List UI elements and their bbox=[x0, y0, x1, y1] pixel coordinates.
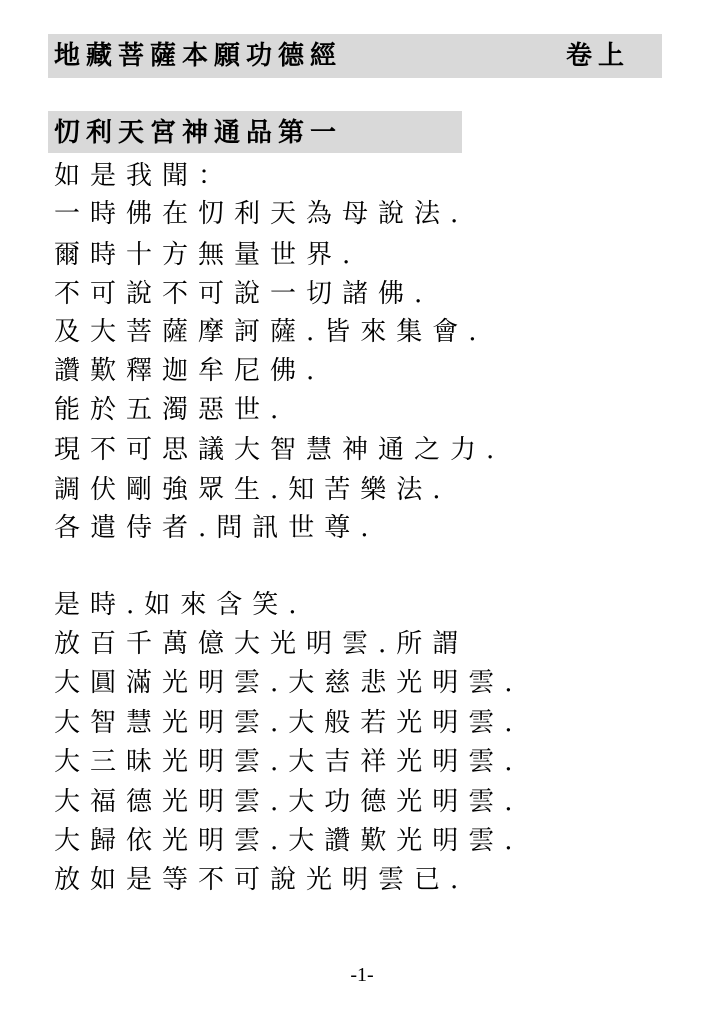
page-number: -1- bbox=[350, 964, 374, 986]
verse-line: 大智慧光明雲.大般若光明雲. bbox=[54, 708, 523, 738]
volume-label: 卷上 bbox=[566, 41, 631, 71]
verse-line: 大圓滿光明雲.大慈悲光明雲. bbox=[54, 668, 523, 698]
verse-line: 各遣侍者.問訊世尊. bbox=[54, 513, 379, 543]
verse-line: 大福德光明雲.大功德光明雲. bbox=[54, 787, 523, 817]
verse-line: 一時佛在忉利天為母說法. bbox=[54, 199, 469, 229]
verse-line: 爾時十方無量世界. bbox=[54, 240, 361, 270]
verse-line: 放如是等不可說光明雲已. bbox=[54, 865, 469, 895]
verse-line: 不可說不可說一切諸佛. bbox=[54, 279, 433, 309]
verse-line: 大三昧光明雲.大吉祥光明雲. bbox=[54, 747, 523, 777]
verse-line: 能於五濁惡世. bbox=[54, 395, 289, 425]
verse-line: 是時.如來含笑. bbox=[54, 590, 307, 620]
verse-line: 讚歎釋迦牟尼佛. bbox=[54, 356, 325, 386]
verse-line: 大歸依光明雲.大讚歎光明雲. bbox=[54, 826, 523, 856]
verse-line: 如是我聞： bbox=[54, 161, 235, 191]
verse-line: 調伏剛強眾生.知苦樂法. bbox=[54, 475, 451, 505]
verse-line: 現不可思議大智慧神通之力. bbox=[54, 435, 505, 465]
verse-line: 放百千萬億大光明雲.所謂 bbox=[54, 629, 469, 659]
sutra-title: 地藏菩薩本願功德經 bbox=[54, 41, 343, 71]
chapter-title: 忉利天宮神通品第一 bbox=[54, 118, 343, 148]
verse-line: 及大菩薩摩訶薩.皆來集會. bbox=[54, 317, 487, 347]
